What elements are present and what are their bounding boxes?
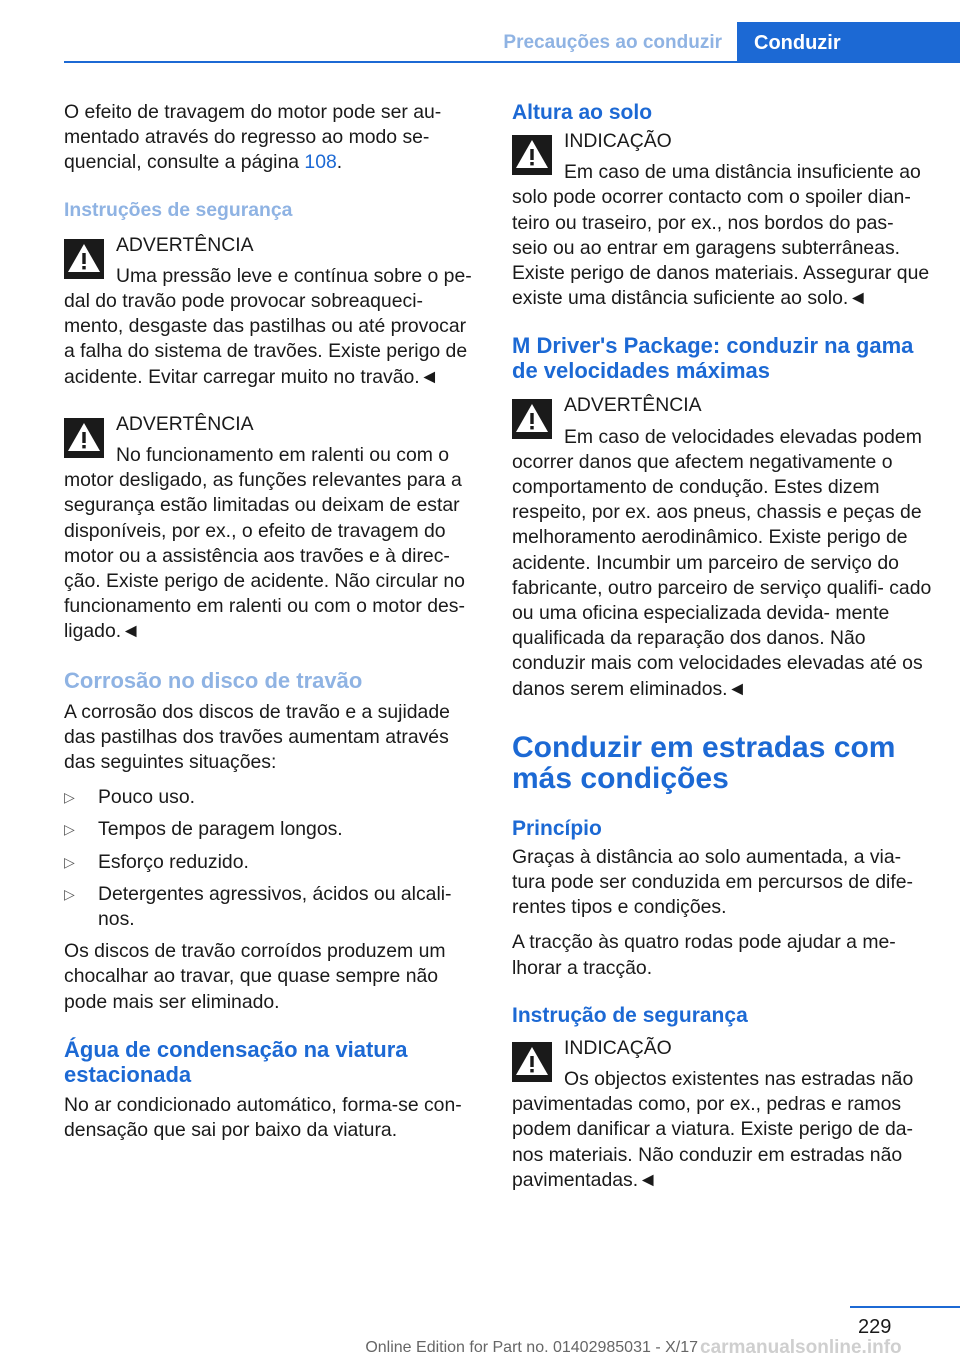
warning-text-first: Em caso de velocidades elevadas podem [564,425,922,448]
triangle-bullet-icon: ▷ [64,789,75,806]
warning-triangle-icon [512,399,552,439]
list-item [64,850,479,875]
principle-text-1: Graças à distância ao solo aumentada, a via- tura pode ser conduzida em percursos de dife- rentes tipos e condições. [512,845,913,919]
right-column [512,100,932,1215]
warning-label: ADVERTÊNCIA [116,412,254,435]
safety-heading: Instruções de segurança [64,198,293,221]
intro-text: O efeito de travagem do motor pode ser au- mentado através do regresso ao modo se- quencial, consulte a página [64,101,442,174]
notice-text-first: Em caso de uma distância insuficiente ao [564,161,921,184]
warning-block-3 [512,393,932,701]
safety2-heading: Instrução de segurança [512,1003,748,1027]
bad-roads-heading: Conduzir em estradas com más condições [512,730,896,795]
corrosion-heading: Corrosão no disco de travão [64,667,363,693]
header-section-title: Precauções ao conduzir [503,32,722,53]
warning-triangle-icon [64,418,104,458]
list-item-text: Detergentes agressivos, ácidos ou alcali- nos. [98,882,452,931]
list-item [64,882,479,932]
notice-label: INDICAÇÃO [564,130,672,152]
triangle-bullet-icon: ▷ [64,853,75,870]
list-item-text: Pouco uso. [98,786,196,809]
warning-label: ADVERTÊNCIA [564,394,702,417]
notice-block-2 [512,1036,932,1193]
notice-text-first: Os objectos existentes nas estradas não [564,1068,914,1091]
intro-text-end: . [336,151,343,174]
page-link[interactable]: 108 [304,151,337,174]
triangle-bullet-icon: ▷ [64,821,75,838]
list-item-text: Tempos de paragem longos. [98,818,343,841]
page-number: 229 [858,1316,892,1338]
mdriver-heading: M Driver's Package: conduzir na gama de velocidades máximas [512,333,914,384]
intro-paragraph [64,100,479,176]
list-item [64,817,479,842]
header-chapter-tab [737,22,960,62]
watermark-text: carmanualsonline.info [700,1337,902,1358]
warning-text: motor desligado, as funções relevantes para a segurança estão limitadas ou deixam de estar disponíveis, por ex., o efeito de travagem do motor ou a assistência aos travões e à direc- ção. Existe perigo de acidente. Não circular no funcionamento em ralenti ou com o motor des- ligado.◄ [64,469,465,643]
notice-block-1 [512,129,932,311]
warning-label: ADVERTÊNCIA [116,233,254,256]
left-column [64,100,479,1143]
header-chapter-label: Conduzir [754,32,841,54]
warning-text: dal do travão pode provocar sobreaqueci- mento, desgaste das pastilhas ou até provocar a falha do sistema de travões. Existe perigo de acidente. Evitar carregar muito no travão.◄ [64,290,468,388]
notice-text: pavimentadas como, por ex., pedras e ramos podem danificar a viatura. Existe perigo de da- nos materiais. Não conduzir em estradas não pavimentadas.◄ [512,1093,913,1191]
corrosion-list [64,785,479,932]
triangle-bullet-icon: ▷ [64,885,75,902]
warning-triangle-icon [64,239,104,279]
warning-triangle-icon [512,1042,552,1082]
notice-text: solo pode ocorrer contacto com o spoiler dian- teiro ou traseiro, por ex., nos bordos do pas- seio ou ao entrar em garagens subterrâneas. Existe perigo de danos materiais. Assegurar que existe uma distância suficiente ao solo.◄ [512,186,930,310]
principle-heading: Princípio [512,816,602,840]
list-item-text: Esforço reduzido. [98,850,249,873]
corrosion-outro: Os discos de travão corroídos produzem um chocalhar ao travar, que quase sempre não pode mais ser eliminado. [64,940,446,1013]
ground-heading: Altura ao solo [512,101,653,124]
corrosion-text: A corrosão dos discos de travão e a sujidade das pastilhas dos travões aumentam através das seguintes situações: [64,700,450,774]
warning-text: ocorrer danos que afectem negativamente o comportamento de condução. Estes dizem respeito, por ex. aos pneus, chassis e peças de melhoramento aerodinâmico. Existe perigo de acidente. Incumbir um parceiro de serviço do fabricante, outro parceiro de serviço qualifi- cado ou uma oficina especializada devida- mente qualificada da reparação dos danos. Não conduzir mais com velocidades elevadas até os danos serem eliminados.◄ [512,450,932,700]
condensation-text: No ar condicionado automático, forma-se con- densação que sai por baixo da viatura. [64,1093,462,1142]
notice-label: INDICAÇÃO [564,1036,672,1059]
footer-rule [850,1306,960,1308]
warning-block-1 [64,233,479,390]
warning-block-2 [64,412,479,645]
warning-text-first: No funcionamento em ralenti ou com o [116,444,450,467]
edition-text: Online Edition for Part no. 01402985031 - X/17 [365,1339,698,1356]
principle-text-2: A tracção às quatro rodas pode ajudar a me- lhorar a tracção. [512,931,896,979]
header-rule [64,61,960,63]
warning-triangle-icon [512,135,552,175]
list-item [64,785,479,810]
condensation-heading: Água de condensação na viatura estacionada [64,1036,408,1087]
warning-text-first: Uma pressão leve e contínua sobre o pe- [116,264,472,287]
